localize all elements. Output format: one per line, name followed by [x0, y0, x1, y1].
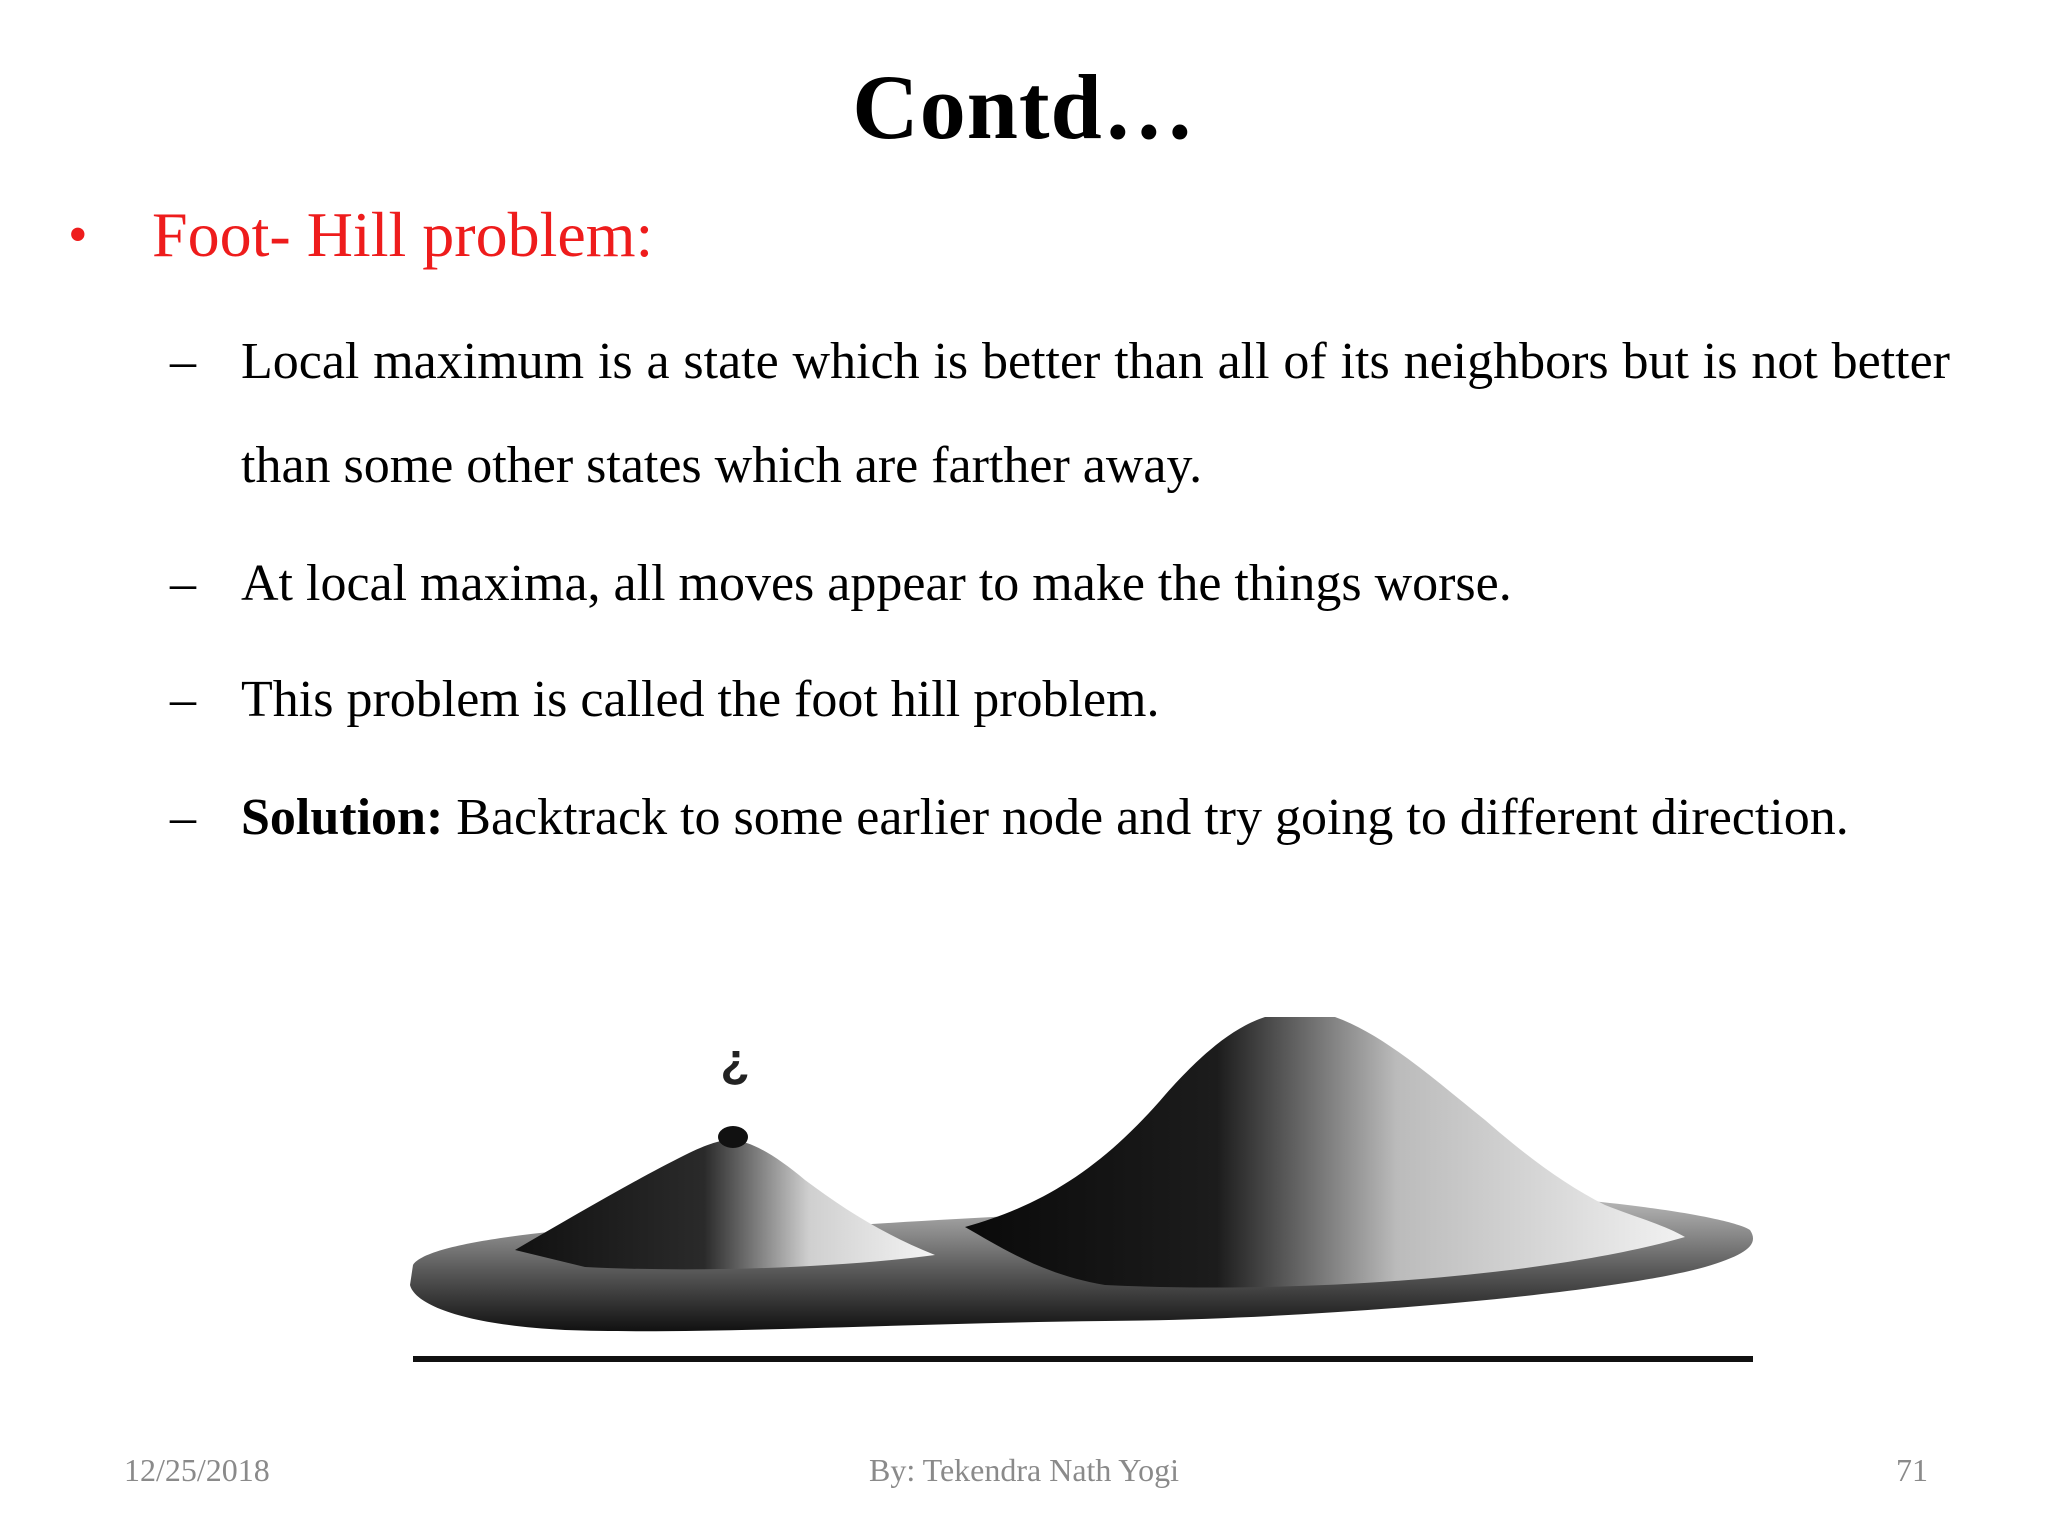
dash-marker: – [170, 671, 196, 728]
question-mark: ? [720, 1040, 750, 1093]
foot-hill-illustration [405, 1005, 1765, 1380]
subpoint-foot-hill [170, 648, 1950, 752]
bullet-marker: • [68, 204, 88, 266]
bullet-foot-hill [68, 195, 653, 275]
footer-date: 12/25/2018 [124, 1452, 270, 1488]
solution-label: Solution: [241, 789, 444, 846]
bullet-label: Foot- Hill problem: [152, 199, 654, 270]
subpoint-text: At local maxima, all moves appear to make the things worse. [241, 555, 1512, 612]
dash-marker: – [170, 333, 196, 390]
slide-title: Contd… [852, 56, 1196, 158]
subpoint-local-maxima [170, 532, 1950, 636]
subpoint-local-maximum [170, 310, 1950, 518]
big-hill [965, 1017, 1685, 1288]
dash-marker: – [170, 555, 196, 612]
solution-text: Backtrack to some earlier node and try going to different direction. [443, 789, 1849, 846]
subpoint-text: This problem is called the foot hill problem. [241, 671, 1160, 728]
subpoint-text [241, 766, 1950, 870]
dash-marker: – [170, 789, 196, 846]
subpoint-solution [170, 766, 1950, 870]
ball-marker [718, 1126, 748, 1148]
footer-page-number: 71 [1896, 1452, 1928, 1488]
small-hill [515, 1140, 935, 1269]
footer-author: By: Tekendra Nath Yogi [868, 1452, 1180, 1488]
subpoint-text: Local maximum is a state which is better than all of its neighbors but is not better than some other states which are farther away. [241, 333, 1950, 494]
ground-line [413, 1356, 1753, 1362]
